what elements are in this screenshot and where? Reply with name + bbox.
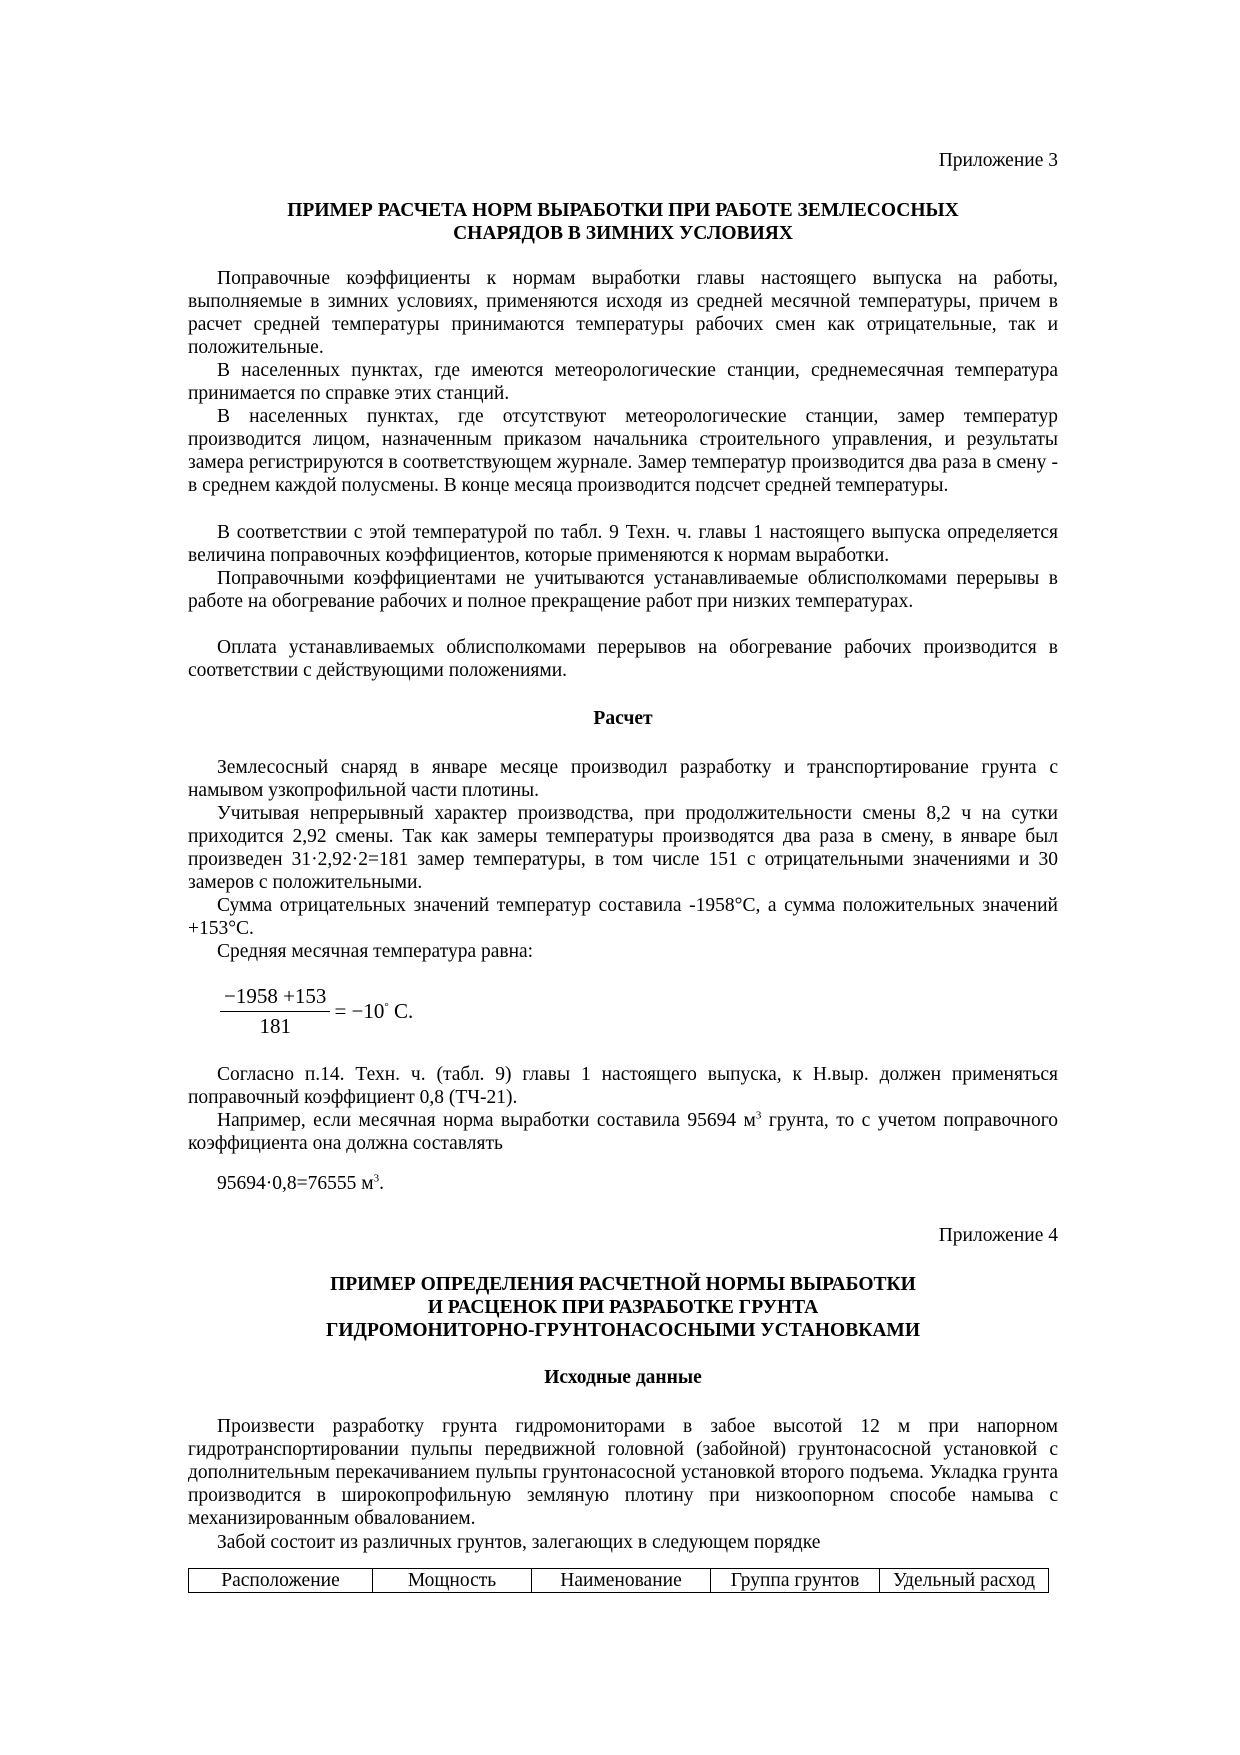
paragraph: Произвести разработку грунта гидромониторами в забое высотой 12 м при напорном гидротранспортировании пульпы передвижной головной (забойной) грунтонасосной установкой с дополнительным перекачиванием пульпы грунтонасосной установкой второго подъема. Укладка грунта производится в широкопрофильную земляную плотину при низкоопорном способе намыва с механизированным обвалованием. — [188, 1416, 1058, 1529]
text-span: грунта, то с учетом поправочного коэффициента она должна составлять — [188, 1110, 1059, 1154]
paragraph: Поправочными коэффициентами не учитываются устанавливаемые облисполкомами перерывы в работе на обогревание рабочих и полное прекращение работ при низких температурах. — [188, 568, 1058, 612]
paragraph: Забой состоит из различных грунтов, залегающих в следующем порядке — [217, 1532, 821, 1553]
paragraph — [188, 1172, 1058, 1195]
paragraph: Сумма отрицательных значений температур составила -1958°С, а сумма положительных значений +153°С. — [188, 895, 1058, 939]
text-span: Например, если месячная норма выработки составила 95694 м — [217, 1110, 756, 1131]
title-line: ПРИМЕР РАСЧЕТА НОРМ ВЫРАБОТКИ ПРИ РАБОТЕ ЗЕМЛЕСОСНЫХ — [287, 200, 959, 221]
initial-data-heading: Исходные данные — [544, 1367, 702, 1388]
fraction-numerator: −1958 +153 — [220, 984, 330, 1012]
appendix-4-title — [188, 1273, 1058, 1342]
column-header-thickness: Мощность — [373, 1569, 532, 1593]
fraction-denominator: 181 — [259, 1014, 291, 1038]
paragraph: Средняя месячная температура равна: — [217, 941, 534, 962]
table-header-row — [189, 1569, 1049, 1593]
paragraph: Оплата устанавливаемых облисполкомами перерывов на обогревание рабочих производится в соответствии с действующими положениями. — [188, 637, 1058, 681]
title-line: СНАРЯДОВ В ЗИМНИХ УСЛОВИЯХ — [453, 223, 793, 244]
title-line: ГИДРОМОНИТОРНО-ГРУНТОНАСОСНЫМИ УСТАНОВКАМИ — [325, 1320, 920, 1341]
formula-unit: С. — [388, 999, 414, 1023]
column-header-location: Расположение — [189, 1569, 373, 1593]
average-temperature-formula — [220, 984, 413, 1039]
paragraph: В соответствии с этой температурой по табл. 9 Техн. ч. главы 1 настоящего выпуска определяется величина поправочных коэффициентов, которые применяются к нормам выработки. — [188, 522, 1058, 566]
superscript: 3 — [755, 1109, 762, 1122]
soil-layers-table — [188, 1568, 1049, 1593]
title-line: И РАСЦЕНОК ПРИ РАЗРАБОТКЕ ГРУНТА — [427, 1297, 819, 1318]
appendix-4-label: Приложение 4 — [938, 1225, 1058, 1246]
paragraph: Учитывая непрерывный характер производства, при продолжительности смены 8,2 ч на сутки приходится 2,92 смены. Так как замеры температуры производятся два раза в смену, в январе был произведен 31·2,92·2=181 замер температуры, в том числе 151 с отрицательными значениями и 30 замеров с положительными. — [188, 803, 1058, 893]
column-header-name: Наименование — [532, 1569, 711, 1593]
superscript: 3 — [373, 1172, 380, 1185]
fraction — [220, 984, 330, 1039]
paragraph: В населенных пунктах, где имеются метеорологические станции, среднемесячная температура принимается по справке этих станций. — [188, 360, 1058, 404]
formula-result — [334, 999, 413, 1024]
text-span: . — [379, 1173, 384, 1194]
paragraph — [188, 1109, 1058, 1155]
paragraph: Поправочные коэффициенты к нормам выработки главы настоящего выпуска на работы, выполняемые в зимних условиях, применяются исходя из средней месячной температуры, причем в расчет средней температуры принимаются температуры рабочих смен как отрицательные, так и положительные. — [188, 268, 1058, 358]
paragraph: Землесосный снаряд в январе месяце производил разработку и транспортирование грунта с намывом узкопрофильной части плотины. — [188, 757, 1058, 801]
paragraph: Согласно п.14. Техн. ч. (табл. 9) главы 1 настоящего выпуска, к Н.выр. должен применяться поправочный коэффициент 0,8 (ТЧ-21). — [188, 1064, 1058, 1108]
text-span: 95694·0,8=76555 м — [217, 1173, 374, 1194]
calc-heading: Расчет — [593, 708, 653, 729]
paragraph: В населенных пунктах, где отсутствуют метеорологические станции, замер температур производится лицом, назначенным приказом начальника строительного управления, и результаты замера регистрируются в соответствующем журнале. Замер температур производится два раза в смену - в среднем каждой полусмены. В конце месяца производится подсчет средней температуры. — [188, 406, 1058, 496]
degree-sign: ° — [384, 1001, 389, 1013]
appendix-3-label: Приложение 3 — [938, 150, 1058, 171]
column-header-specific-consumption: Удельный расход — [880, 1569, 1049, 1593]
title-line: ПРИМЕР ОПРЕДЕЛЕНИЯ РАСЧЕТНОЙ НОРМЫ ВЫРАБОТКИ — [330, 1274, 916, 1295]
column-header-soil-group: Группа грунтов — [711, 1569, 880, 1593]
formula-result-value: = −10 — [334, 999, 385, 1023]
appendix-3-title — [188, 199, 1058, 245]
